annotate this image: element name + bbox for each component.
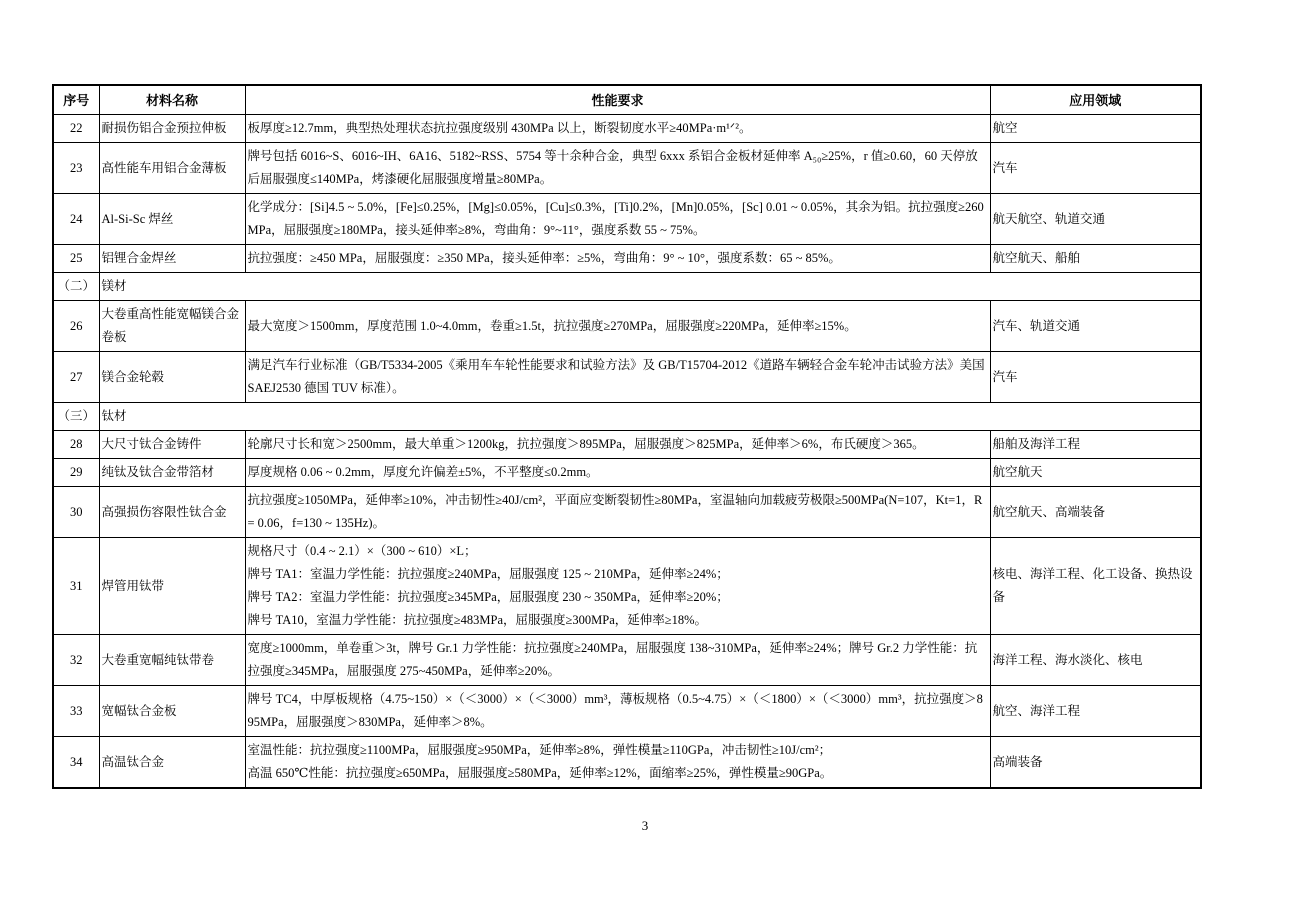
material-name: 耐损伤铝合金预拉伸板	[99, 115, 245, 143]
application-field: 航空、海洋工程	[990, 686, 1201, 737]
performance-requirements	[245, 301, 990, 352]
application-field: 航空航天、船舶	[990, 245, 1201, 273]
section-label: （二）	[53, 273, 99, 301]
requirement-line: 抗拉强度≥1050MPa，延伸率≥10%，冲击韧性≥40J/cm²，平面应变断裂韧性≥80MPa，室温轴向加载疲劳极限≥500MPa(N=107，Kt=1，R= 0.06，f=130 ~ 135Hz)。	[247, 493, 983, 530]
material-name: 纯钛及钛合金带箔材	[99, 459, 245, 487]
performance-requirements	[245, 115, 990, 143]
table-header-row	[53, 85, 1201, 115]
table-row	[53, 301, 1201, 352]
requirement-line: 牌号包括 6016~S、6016~IH、6A16、5182~RSS、5754 等十余种合金，典型 6xxx 系铝合金板材延伸率 A₅₀≥25%，r 值≥0.60，60 天停放后屈服强度≤140MPa，烤漆硬化屈服强度增量≥80MPa。	[247, 149, 978, 186]
application-field: 海洋工程、海水淡化、核电	[990, 635, 1201, 686]
material-name: 大卷重高性能宽幅镁合金卷板	[99, 301, 245, 352]
requirement-line: 厚度规格 0.06 ~ 0.2mm，厚度允许偏差±5%，不平整度≤0.2mm。	[247, 465, 599, 479]
performance-requirements	[245, 686, 990, 737]
requirement-line: 规格尺寸（0.4 ~ 2.1）×（300 ~ 610）×L；	[247, 544, 477, 558]
section-name: 镁材	[99, 273, 1201, 301]
performance-requirements	[245, 538, 990, 635]
row-number: 26	[53, 301, 99, 352]
application-field: 航空航天、高端装备	[990, 487, 1201, 538]
requirement-line: 轮廓尺寸长和宽＞2500mm，最大单重＞1200kg，抗拉强度＞895MPa，屈服强度＞825MPa，延伸率＞6%，布氏硬度＞365。	[247, 437, 925, 451]
material-name: 高温钛合金	[99, 737, 245, 789]
row-number: 29	[53, 459, 99, 487]
row-number: 27	[53, 352, 99, 403]
section-row	[53, 273, 1201, 301]
performance-requirements	[245, 635, 990, 686]
application-field: 高端装备	[990, 737, 1201, 789]
table-row	[53, 194, 1201, 245]
material-name: 铝锂合金焊丝	[99, 245, 245, 273]
application-field: 航天航空、轨道交通	[990, 194, 1201, 245]
material-name: 镁合金轮毂	[99, 352, 245, 403]
requirement-line: 板厚度≥12.7mm，典型热处理状态抗拉强度级别 430MPa 以上，断裂韧度水平≥40MPa·m¹ᐟ²。	[247, 121, 752, 135]
table-row	[53, 538, 1201, 635]
performance-requirements	[245, 487, 990, 538]
application-field: 汽车	[990, 352, 1201, 403]
header-requirements: 性能要求	[245, 85, 990, 115]
table-row	[53, 431, 1201, 459]
requirement-line: 化学成分：[Si]4.5 ~ 5.0%，[Fe]≤0.25%，[Mg]≤0.05%，[Cu]≤0.3%，[Ti]0.2%，[Mn]0.05%，[Sc] 0.01 ~ 0.05%，其余为铝。抗拉强度≥260MPa，屈服强度≥180MPa，接头延伸率≥8%，弯曲角：9°~11°，强度系数 55 ~ 75%。	[247, 200, 984, 237]
application-field: 航空	[990, 115, 1201, 143]
table-row	[53, 352, 1201, 403]
requirement-line: 牌号 TC4，中厚板规格（4.75~150）×（＜3000）×（＜3000）mm³，薄板规格（0.5~4.75）×（＜1800）×（＜3000）mm³，抗拉强度＞895MPa，屈服强度＞830MPa，延伸率＞8%。	[247, 692, 983, 729]
material-name: 焊管用钛带	[99, 538, 245, 635]
performance-requirements	[245, 143, 990, 194]
table-row	[53, 487, 1201, 538]
table-row	[53, 459, 1201, 487]
header-no: 序号	[53, 85, 99, 115]
row-number: 31	[53, 538, 99, 635]
row-number: 22	[53, 115, 99, 143]
requirement-line: 满足汽车行业标准（GB/T5334-2005《乘用车车轮性能要求和试验方法》及 GB/T15704-2012《道路车辆轻合金车轮冲击试验方法》美国 SAEJ2530 德国 TUV 标准）。	[247, 358, 985, 395]
row-number: 30	[53, 487, 99, 538]
application-field: 汽车	[990, 143, 1201, 194]
row-number: 34	[53, 737, 99, 789]
section-name: 钛材	[99, 403, 1201, 431]
row-number: 25	[53, 245, 99, 273]
material-name: 大尺寸钛合金铸件	[99, 431, 245, 459]
requirement-line: 抗拉强度：≥450 MPa，屈服强度：≥350 MPa，接头延伸率：≥5%，弯曲角：9° ~ 10°，强度系数：65 ~ 85%。	[247, 251, 841, 265]
application-field: 航空航天	[990, 459, 1201, 487]
page-number: 3	[641, 818, 649, 833]
row-number: 24	[53, 194, 99, 245]
row-number: 33	[53, 686, 99, 737]
section-label: （三）	[53, 403, 99, 431]
requirement-line: 高温 650℃性能：抗拉强度≥650MPa，屈服强度≥580MPa，延伸率≥12%，面缩率≥25%，弹性模量≥90GPa。	[247, 766, 833, 780]
performance-requirements	[245, 737, 990, 789]
requirement-line: 牌号 TA10，室温力学性能：抗拉强度≥483MPa，屈服强度≥300MPa，延伸率≥18%。	[247, 613, 708, 627]
table-row	[53, 737, 1201, 789]
requirement-line: 宽度≥1000mm，单卷重＞3t，牌号 Gr.1 力学性能：抗拉强度≥240MPa，屈服强度 138~310MPa，延伸率≥24%；牌号 Gr.2 力学性能：抗拉强度≥345MPa，屈服强度 275~450MPa，延伸率≥20%。	[247, 641, 978, 678]
material-name: 高性能车用铝合金薄板	[99, 143, 245, 194]
application-field: 核电、海洋工程、化工设备、换热设备	[990, 538, 1201, 635]
performance-requirements	[245, 194, 990, 245]
table-row	[53, 635, 1201, 686]
header-application: 应用领域	[990, 85, 1201, 115]
material-name: 宽幅钛合金板	[99, 686, 245, 737]
material-name: Al-Si-Sc 焊丝	[99, 194, 245, 245]
performance-requirements	[245, 245, 990, 273]
requirement-line: 牌号 TA1：室温力学性能：抗拉强度≥240MPa，屈服强度 125 ~ 210MPa，延伸率≥24%；	[247, 567, 729, 581]
header-material-name: 材料名称	[99, 85, 245, 115]
requirement-line: 室温性能：抗拉强度≥1100MPa，屈服强度≥950MPa，延伸率≥8%，弹性模量≥110GPa，冲击韧性≥10J/cm²；	[247, 743, 832, 757]
application-field: 汽车、轨道交通	[990, 301, 1201, 352]
row-number: 32	[53, 635, 99, 686]
row-number: 28	[53, 431, 99, 459]
application-field: 船舶及海洋工程	[990, 431, 1201, 459]
table-row	[53, 143, 1201, 194]
requirement-line: 牌号 TA2：室温力学性能：抗拉强度≥345MPa，屈服强度 230 ~ 350MPa，延伸率≥20%；	[247, 590, 729, 604]
material-name: 大卷重宽幅纯钛带卷	[99, 635, 245, 686]
performance-requirements	[245, 431, 990, 459]
table-row	[53, 686, 1201, 737]
performance-requirements	[245, 352, 990, 403]
requirement-line: 最大宽度＞1500mm，厚度范围 1.0~4.0mm，卷重≥1.5t，抗拉强度≥270MPa，屈服强度≥220MPa，延伸率≥15%。	[247, 318, 857, 333]
row-number: 23	[53, 143, 99, 194]
table-row	[53, 115, 1201, 143]
materials-table	[52, 84, 1202, 789]
section-row	[53, 403, 1201, 431]
table-body	[53, 115, 1201, 789]
material-name: 高强损伤容限性钛合金	[99, 487, 245, 538]
performance-requirements	[245, 459, 990, 487]
table-row	[53, 245, 1201, 273]
